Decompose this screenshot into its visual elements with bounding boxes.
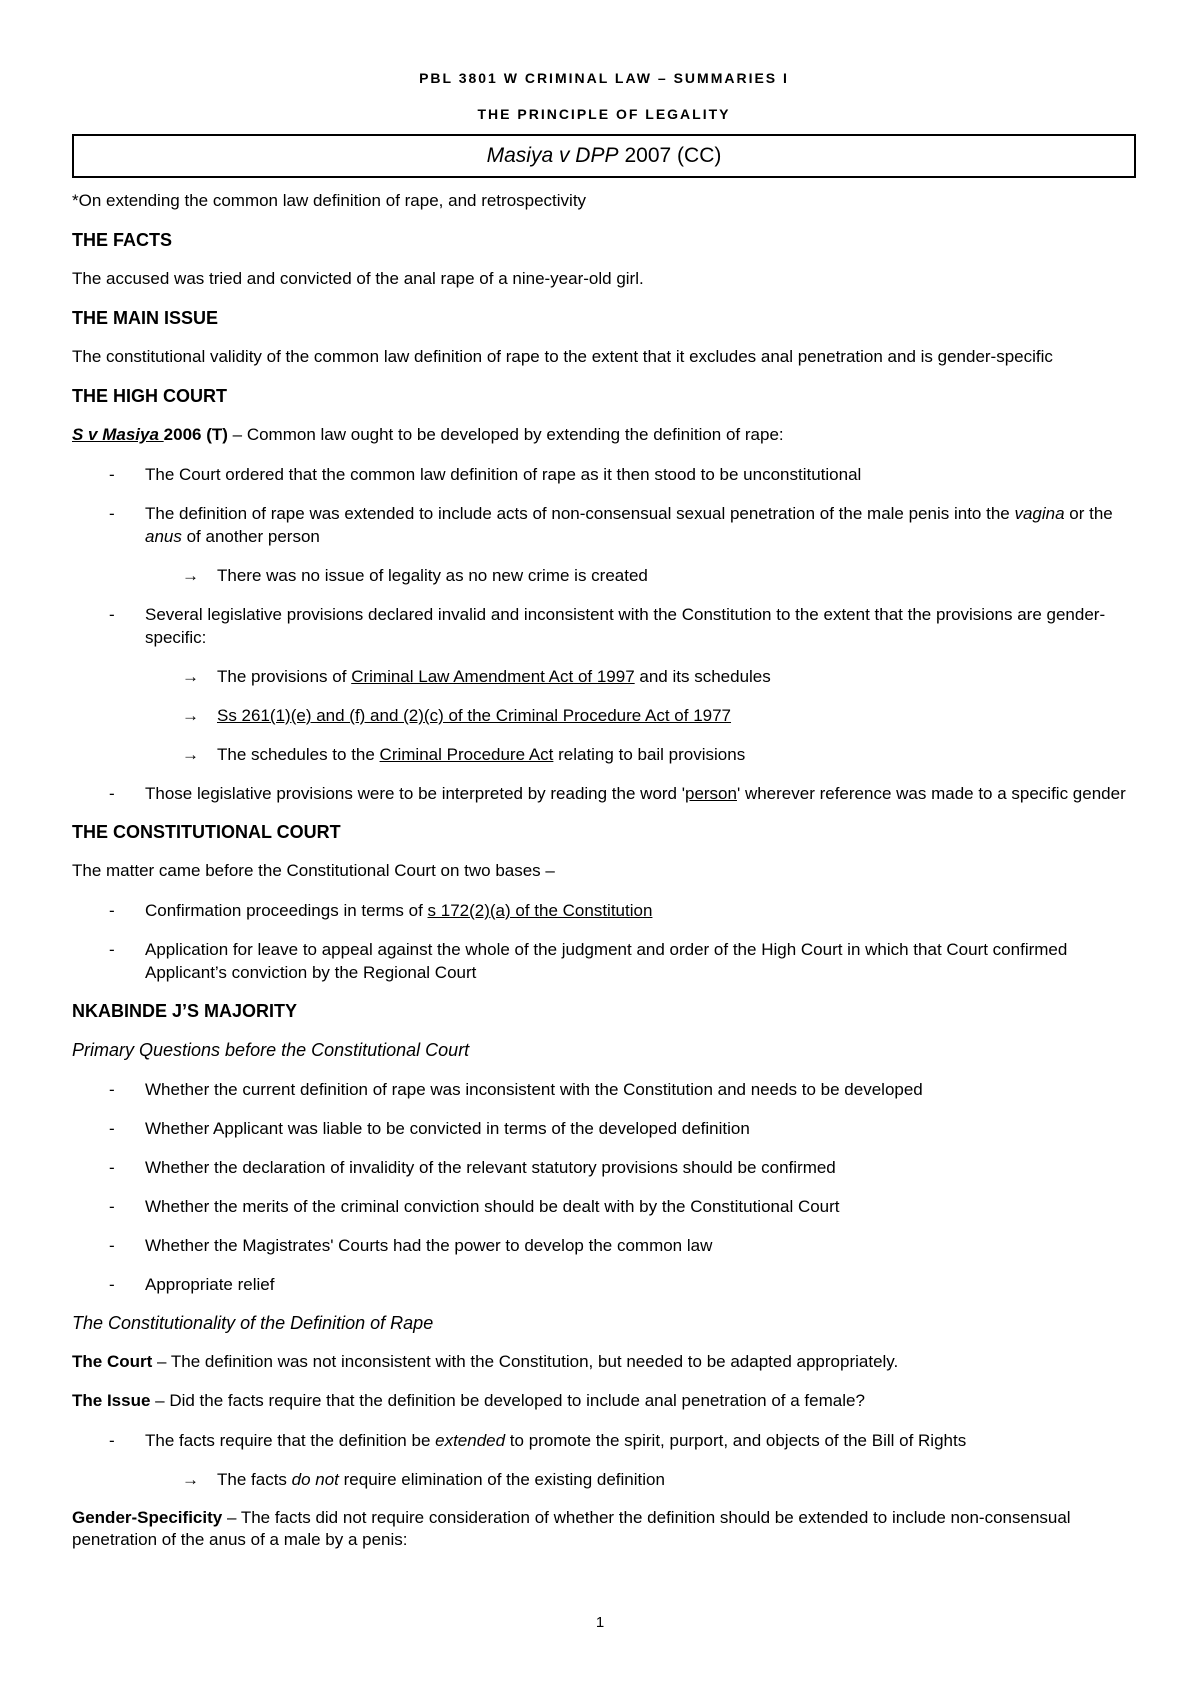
dash-bullet: -	[109, 1080, 115, 1099]
heading-majority: NKABINDE J’S MAJORITY	[72, 1001, 298, 1021]
list-item: - Whether the current definition of rape was inconsistent with the Constitution and needs to be developed	[109, 1080, 923, 1099]
list-item: - The Court ordered that the common law definition of rape as it then stood to be unconstitutional	[109, 465, 862, 484]
section-title: THE PRINCIPLE OF LEGALITY	[477, 106, 731, 122]
page-content	[72, 70, 1136, 1568]
arrow-icon: →	[182, 706, 199, 725]
list-item: - Confirmation proceedings in terms of s 172(2)(a) of the Constitution	[109, 901, 653, 920]
dash-bullet: -	[109, 1197, 115, 1216]
arrow-icon: →	[182, 1470, 199, 1489]
main-issue-text: The constitutional validity of the common law definition of rape to the extent that it excludes anal penetration and is gender-specific	[72, 347, 1053, 366]
case-name: Masiya v DPP	[486, 144, 619, 167]
dash-bullet: -	[109, 1431, 115, 1450]
lead-case-name: S v Masiya	[72, 425, 164, 444]
case-citation: 2007 (CC)	[624, 144, 722, 167]
heading-facts: THE FACTS	[72, 230, 173, 250]
list-item: - Whether Applicant was liable to be convicted in terms of the developed definition	[109, 1119, 750, 1138]
page-number: 1	[595, 1614, 605, 1631]
issue-paragraph: The Issue – Did the facts require that the definition be developed to include anal penetration of a female?	[72, 1391, 865, 1410]
subheading-primary-questions: Primary Questions before the Constitutional Court	[72, 1040, 470, 1060]
sub-list-item: → The schedules to the Criminal Procedure Act relating to bail provisions	[182, 745, 746, 764]
list-item: - Those legislative provisions were to be interpreted by reading the word 'person' wherever reference was made to a specific gender	[109, 784, 1126, 803]
sub-list-item: → There was no issue of legality as no new crime is created	[182, 566, 648, 585]
lead-case-ref: 2006 (T)	[163, 425, 228, 444]
sub-list-item: → The provisions of Criminal Law Amendment Act of 1997 and its schedules	[182, 667, 771, 686]
dash-bullet: -	[109, 1119, 115, 1138]
heading-main-issue: THE MAIN ISSUE	[72, 308, 219, 328]
cc-intro: The matter came before the Constitutional Court on two bases –	[72, 861, 555, 880]
sub-list-item: → The facts do not require elimination of the existing definition	[182, 1470, 665, 1489]
list-item: - The definition of rape was extended to include acts of non-consensual sexual penetration of the male penis into the vagina or the anus of another person	[109, 504, 1113, 546]
dash-bullet: -	[109, 504, 115, 523]
dash-bullet: -	[109, 784, 115, 803]
arrow-icon: →	[182, 566, 199, 585]
case-note: *On extending the common law definition of rape, and retrospectivity	[72, 191, 587, 210]
arrow-icon: →	[182, 745, 199, 764]
arrow-icon: →	[182, 667, 199, 686]
list-item: - Whether the merits of the criminal conviction should be dealt with by the Constitutional Court	[109, 1197, 840, 1216]
heading-high-court: THE HIGH COURT	[72, 386, 227, 406]
list-item: - The facts require that the definition be extended to promote the spirit, purport, and objects of the Bill of Rights	[109, 1431, 967, 1450]
subheading-constitutionality: The Constitutionality of the Definition of Rape	[72, 1313, 434, 1333]
high-court-lead	[72, 424, 1136, 446]
dash-bullet: -	[109, 1236, 115, 1255]
dash-bullet: -	[109, 901, 115, 920]
document-title: PBL 3801 W CRIMINAL LAW – SUMMARIES I	[419, 70, 789, 86]
dash-bullet: -	[109, 605, 115, 624]
gender-paragraph: Gender-Specificity – The facts did not require consideration of whether the definition should be extended to include non-consensual penetration of the anus of a male by a penis:	[72, 1508, 1071, 1549]
dash-bullet: -	[109, 1158, 115, 1177]
case-title-box	[72, 134, 1136, 178]
dash-bullet: -	[109, 1275, 115, 1294]
sub-list-item: → Ss 261(1)(e) and (f) and (2)(c) of the Criminal Procedure Act of 1977	[182, 706, 732, 725]
list-item: - Appropriate relief	[109, 1275, 275, 1294]
list-item: - Whether the declaration of invalidity of the relevant statutory provisions should be confirmed	[109, 1158, 836, 1177]
lead-case-text: – Common law ought to be developed by extending the definition of rape:	[227, 425, 784, 444]
court-paragraph: The Court – The definition was not inconsistent with the Constitution, but needed to be adapted appropriately.	[72, 1352, 899, 1371]
list-item: - Several legislative provisions declared invalid and inconsistent with the Constitution to the extent that the provisions are gender-specific:	[109, 605, 1106, 647]
list-item: - Whether the Magistrates' Courts had the power to develop the common law	[109, 1236, 713, 1255]
facts-text: The accused was tried and convicted of the anal rape of a nine-year-old girl.	[72, 269, 644, 288]
list-item: - Application for leave to appeal against the whole of the judgment and order of the High Court in which that Court confirmed Applicant’s conviction by the Regional Court	[109, 940, 1068, 982]
heading-constitutional-court: THE CONSTITUTIONAL COURT	[72, 822, 341, 842]
dash-bullet: -	[109, 940, 115, 959]
dash-bullet: -	[109, 465, 115, 484]
